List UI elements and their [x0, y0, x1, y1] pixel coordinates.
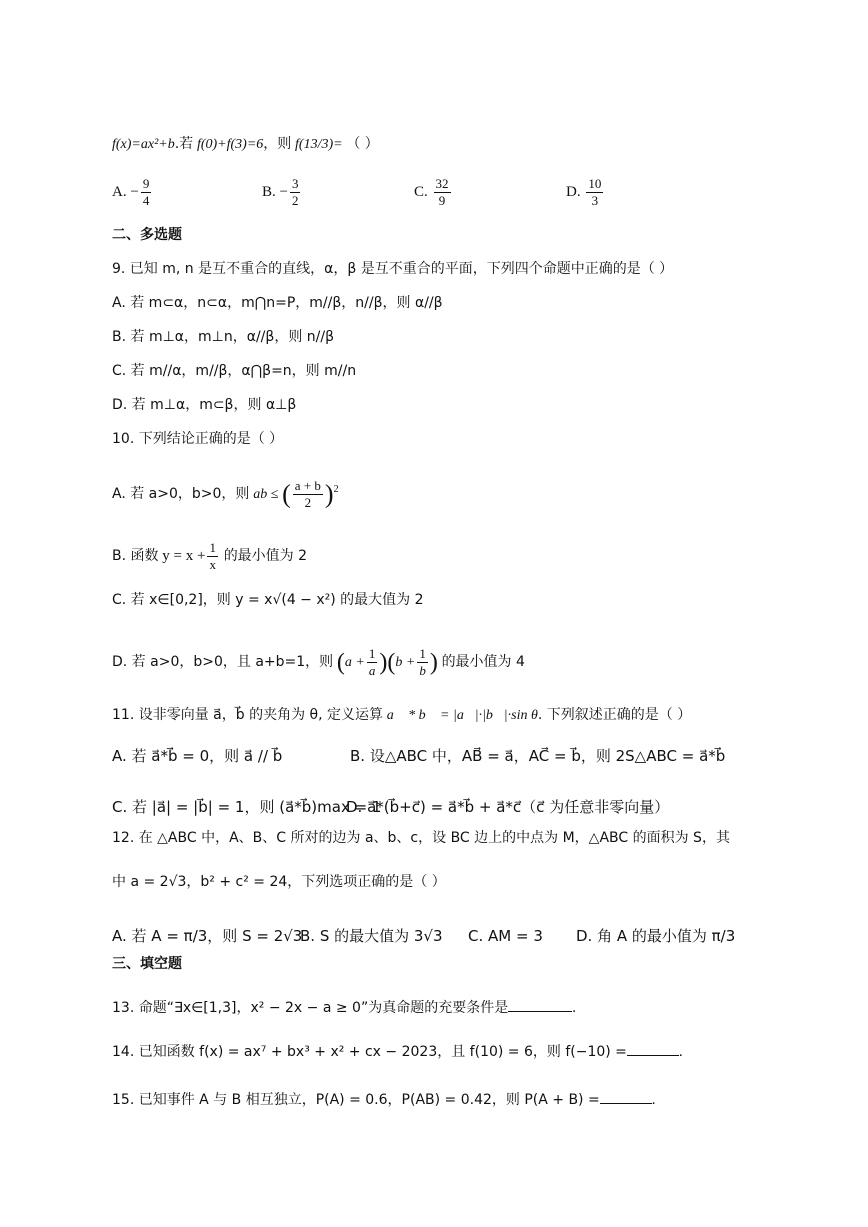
numerator: 32	[435, 176, 449, 191]
q11-option-c: C. 若 |a⃗| = |b⃗| = 1，则 (a⃗*b⃗)max = 1	[112, 798, 382, 816]
numerator: a + b	[294, 478, 321, 493]
q8-stem	[112, 134, 379, 155]
q11-stem-text: 11. 设非零向量 a⃗，b⃗ 的夹角为 θ, 定义运算	[112, 707, 383, 723]
q9-option-d: D. 若 m⊥α，m⊂β，则 α⊥β	[112, 397, 297, 413]
q10-option-b-fraction	[207, 540, 218, 573]
section-heading-fill-blank: 三、填空题	[112, 956, 182, 972]
option-label: C.	[414, 183, 428, 200]
option-fraction	[290, 176, 301, 209]
option-label: B.	[262, 183, 276, 200]
right-paren: )	[379, 649, 388, 676]
numerator: 1	[368, 646, 376, 661]
q9-option-a: A. 若 m⊂α，n⊂α，m⋂n=P，m//β，n//β，则 α//β	[112, 295, 443, 311]
q8-ask: f(13/3)=	[295, 137, 343, 152]
q8-condition: f(0)+f(3)=6	[196, 137, 264, 152]
denominator: x	[209, 557, 216, 572]
q14-period: .	[678, 1044, 683, 1060]
q15-answer-blank[interactable]	[600, 1089, 652, 1104]
q10-option-c: C. 若 x∈[0,2]，则 y = x√(4 − x²) 的最大值为 2	[112, 592, 424, 608]
q8-option-d	[566, 176, 605, 209]
q8-option-c	[414, 176, 453, 209]
numerator: 10	[588, 176, 602, 191]
fraction-one-over-b	[417, 646, 428, 679]
q8-stem-mid: .若	[174, 136, 194, 152]
q10-option-d-text: D. 若 a>0，b>0，且 a+b=1，则	[112, 653, 334, 670]
denominator: b	[419, 663, 426, 678]
q8-option-a	[112, 176, 153, 209]
q13-text: 13. 命题“∃x∈[1,3]，x² − 2x − a ≥ 0”为真命题的充要条件是	[112, 1000, 509, 1016]
denominator: 9	[434, 192, 451, 209]
denominator: 4	[142, 193, 150, 208]
section-heading-multi-choice: 二、多选题	[112, 227, 182, 243]
q15-period: .	[651, 1092, 656, 1108]
left-paren: (	[336, 649, 345, 676]
option-sign: −	[130, 183, 139, 200]
denominator: 2	[293, 494, 323, 511]
q15-text: 15. 已知事件 A 与 B 相互独立，P(A) = 0.6，P(AB) = 0.42，则 P(A + B) =	[112, 1092, 600, 1108]
q10-option-b	[112, 540, 307, 573]
right-paren: )	[429, 649, 438, 676]
option-sign: −	[279, 183, 288, 200]
q10-option-a-text: A. 若 a>0，b>0，则	[112, 485, 250, 502]
q12-stem-line1: 12. 在 △ABC 中，A、B、C 所对的边为 a、b、c，设 BC 边上的中点为 M，△ABC 的面积为 S，其	[112, 830, 730, 846]
q10-option-d-tail: 的最小值为 4	[441, 653, 525, 670]
q13-answer-blank[interactable]	[508, 997, 572, 1012]
q9-option-b: B. 若 m⊥α，m⊥n，α//β，则 n//β	[112, 329, 335, 345]
right-paren: )	[324, 479, 334, 509]
option-fraction	[141, 176, 152, 209]
q12-option-c: C. AM = 3	[468, 927, 543, 945]
option-label: D.	[566, 183, 581, 200]
exponent-two: 2	[333, 483, 339, 495]
q12-option-a: A. 若 A = π/3，则 S = 2√3	[112, 927, 303, 945]
q9-option-c: C. 若 m//α，m//β，α⋂β=n，则 m//n	[112, 363, 357, 379]
q13-period: .	[572, 1000, 576, 1016]
q10-option-a	[112, 478, 339, 511]
q11-stem	[112, 705, 691, 726]
q10-option-b-text: B. 函数	[112, 547, 159, 564]
q12-stem-line2: 中 a = 2√3，b² + c² = 24，下列选项正确的是（ ）	[112, 874, 446, 890]
option-fraction	[434, 176, 451, 209]
q11-option-d: D. a⃗*(b⃗+c⃗) = a⃗*b⃗ + a⃗*c⃗（c⃗ 为任意非零向量）	[346, 798, 670, 816]
q10-option-a-fraction	[293, 478, 323, 511]
q11-definition-math: a⃗ * b⃗ = |a⃗|·|b⃗|·sin θ	[386, 708, 538, 723]
numerator: 1	[209, 540, 216, 555]
numerator: 1	[419, 646, 426, 661]
left-paren: (	[387, 649, 396, 676]
q14	[112, 1041, 683, 1062]
q15	[112, 1089, 655, 1110]
q14-text: 14. 已知函数 f(x) = ax⁷ + bx³ + x² + cx − 2023，且 f(10) = 6，则 f(−10) =	[112, 1044, 627, 1060]
left-paren: (	[282, 479, 291, 509]
q12-option-b: B. S 的最大值为 3√3	[300, 927, 443, 945]
numerator: 9	[142, 176, 150, 191]
q14-answer-blank[interactable]	[627, 1041, 679, 1056]
fraction-one-over-a	[367, 646, 378, 679]
option-label: A.	[112, 183, 127, 200]
denominator: 2	[291, 193, 299, 208]
q13	[112, 997, 576, 1018]
option-fraction	[586, 176, 603, 209]
q10-stem: 10. 下列结论正确的是（ ）	[112, 431, 284, 447]
q11-option-a: A. 若 a⃗*b⃗ = 0，则 a⃗ // b⃗	[112, 747, 283, 765]
q10-option-b-tail: 的最小值为 2	[223, 547, 308, 564]
numerator: 3	[291, 176, 299, 191]
q11-stem-tail: . 下列叙述正确的是（ ）	[537, 707, 692, 723]
q8-option-b	[262, 176, 302, 209]
q10-option-b-math: y = x +	[162, 547, 206, 564]
q10-option-d: D. 若 a>0，b>0，且 a+b=1，则 (a + $\frac{1}{a}$ )(b + $\frac{1}{b}$ ) 的最小值为 4	[112, 646, 525, 678]
q10-option-a-math: ab ≤	[253, 486, 279, 502]
denominator: 3	[586, 192, 603, 209]
q8-function-def: f(x)=ax²+b	[112, 137, 175, 152]
denominator: a	[368, 663, 376, 678]
q9-stem: 9. 已知 m, n 是互不重合的直线，α，β 是互不重合的平面，下列四个命题中正确的是（ ）	[112, 261, 674, 277]
q12-option-d: D. 角 A 的最小值为 π/3	[576, 927, 736, 945]
q8-stem-tail: ，则	[263, 136, 292, 152]
q8-paren: （ ）	[346, 136, 379, 152]
q11-option-b: B. 设△ABC 中，AB⃗ = a⃗，AC⃗ = b⃗，则 2S△ABC = a⃗*b⃗	[350, 747, 726, 765]
